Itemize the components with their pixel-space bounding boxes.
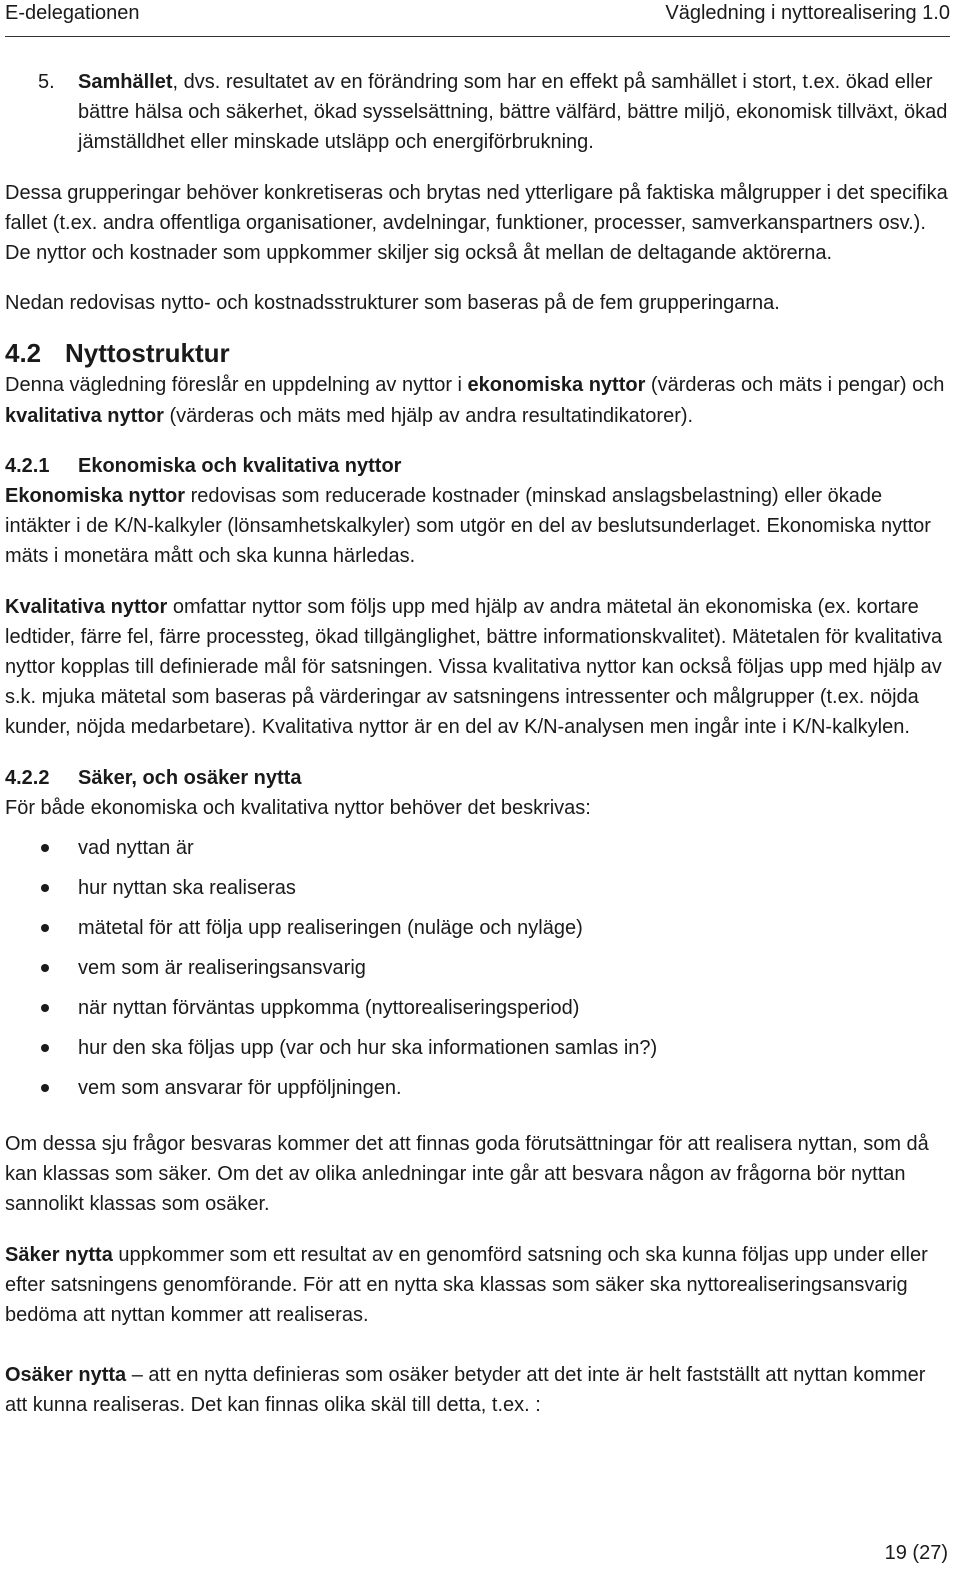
paragraph-structures: Nedan redovisas nytto- och kostnadsstrukturer som baseras på de fem grupperingarna. xyxy=(5,292,780,315)
section-number: 4.2.1 xyxy=(5,454,50,477)
document-body xyxy=(5,67,950,1421)
item-number: 5. xyxy=(38,71,55,93)
bullet-icon xyxy=(41,844,49,852)
list-item xyxy=(5,953,950,983)
paragraph-grouping: Dessa grupperingar behöver konkretiseras och brytas ned ytterligare på faktiska målgrupper i det specifika fallet (t.ex. andra offentliga organisationer, avdelningar, funktioner, processer, samverkanspartners osv.). De nyttor och kostnader som uppkommer skiljer sig också åt mellan de deltagande aktörerna. xyxy=(5,181,948,265)
page-number: 19 (27) xyxy=(884,1542,948,1564)
bold-term: kvalitativa nyttor xyxy=(5,404,164,427)
paragraph-kvalitativa xyxy=(5,592,950,743)
paragraph-safe-benefit xyxy=(5,1240,950,1331)
list-item xyxy=(5,1033,950,1063)
bold-term: Osäker nytta xyxy=(5,1364,127,1387)
section-heading-4-2-1 xyxy=(5,451,950,481)
list-item-text: hur nyttan ska realiseras xyxy=(78,877,296,900)
header-right-title: Vägledning i nyttorealisering 1.0 xyxy=(665,2,950,24)
section-heading-4-2 xyxy=(5,338,950,368)
paragraph-seven-questions: Om dessa sju frågor besvaras kommer det att finnas goda förutsättningar för att realisera nyttan, som då kan klassas som säker. Om det av olika anledningar inte går att besvara någon av frågorna bör nyttan sannolikt klassas som osäker. xyxy=(5,1133,929,1216)
bullet-list xyxy=(5,833,950,1103)
bold-term: Ekonomiska nyttor xyxy=(5,485,186,508)
list-item-text: vad nyttan är xyxy=(78,837,194,860)
list-item-text: mätetal för att följa upp realiseringen (nuläge och nyläge) xyxy=(78,917,583,940)
list-item-text: hur den ska följas upp (var och hur ska informationen samlas in?) xyxy=(78,1037,658,1060)
bullet-icon xyxy=(41,1044,49,1052)
numbered-item-5 xyxy=(5,67,950,158)
text-run: (värderas och mäts med hjälp av andra resultatindikatorer). xyxy=(163,404,694,427)
section-title: Nyttostruktur xyxy=(65,338,230,369)
bullet-icon xyxy=(41,884,49,892)
list-item-text: vem som ansvarar för uppföljningen. xyxy=(78,1077,402,1100)
paragraph-intro: För både ekonomiska och kvalitativa nyttor behöver det beskrivas: xyxy=(5,796,591,819)
section-title: Ekonomiska och kvalitativa nyttor xyxy=(78,454,402,477)
text-run: omfattar nyttor som följs upp med hjälp av andra mätetal än ekonomiska (ex. kortare ledtider, färre fel, färre processteg, ökad tillgänglighet, bättre informationskvalitet). Mätetalen för kvalitativa nyttor kopplas till definierade mål för satsningen. Vissa kvalitativa nyttor kan också följas upp med hjälp av s.k. mjuka mätetal som baseras på värderingar av satsningens intressenter och målgrupper (t.ex. nöjda kunder, nöjda medarbetare). Kvalitativa nyttor är en del av K/N-analysen men ingår inte i K/N-kalkylen. xyxy=(5,595,943,739)
list-item-text: när nyttan förväntas uppkomma (nyttorealiseringsperiod) xyxy=(78,997,580,1020)
section-title: Säker, och osäker nytta xyxy=(78,766,302,789)
section-number: 4.2 xyxy=(5,338,42,369)
paragraph-nyttostruktur xyxy=(5,370,950,430)
list-item xyxy=(5,833,950,863)
bullet-icon xyxy=(41,1084,49,1092)
list-item xyxy=(5,993,950,1023)
section-heading-4-2-2 xyxy=(5,763,950,793)
bullet-icon xyxy=(41,1004,49,1012)
header-left-title: E-delegationen xyxy=(5,2,140,24)
text-run: Denna vägledning föreslår en uppdelning av nyttor i xyxy=(5,374,468,397)
text-run: uppkommer som ett resultat av en genomförd satsning och ska kunna följas upp under eller efter satsningens genomförande. För att en nytta ska klassas som säker ska nyttorealiseringsansvarig bedöma att nyttan kommer att realiseras. xyxy=(5,1243,928,1327)
item-bold-term: Samhället xyxy=(78,71,173,93)
bold-term: ekonomiska nyttor xyxy=(467,374,646,397)
text-run: redovisas som reducerade kostnader (minskad anslagsbelastning) eller ökade intäkter i de K/N-kalkyler (lönsamhetskalkyler) som utgör en del av beslutsunderlaget. Ekonomiska nyttor mäts i monetära mått och ska kunna härledas. xyxy=(5,485,931,568)
item-text: , dvs. resultatet av en förändring som har en effekt på samhället i stort, t.ex. ökad eller bättre hälsa och säkerhet, ökad sysselsättning, bättre välfärd, bättre miljö, ekonomisk tillväxt, ökad jämställdhet eller minskade utsläpp och energiförbrukning. xyxy=(78,71,948,154)
section-number: 4.2.2 xyxy=(5,766,50,789)
list-item-text: vem som är realiseringsansvarig xyxy=(78,957,366,980)
page-header xyxy=(5,0,950,37)
text-run: (värderas och mäts i pengar) och xyxy=(645,374,945,397)
bullet-icon xyxy=(41,964,49,972)
text-run: – att en nytta definieras som osäker betyder att det inte är helt fastställt att nyttan kommer att kunna realiseras. Det kan finnas olika skäl till detta, t.ex. : xyxy=(5,1364,926,1417)
bold-term: Säker nytta xyxy=(5,1243,113,1266)
paragraph-ekonomiska xyxy=(5,481,950,572)
list-item xyxy=(5,873,950,903)
paragraph-unsafe-benefit xyxy=(5,1360,950,1420)
bold-term: Kvalitativa nyttor xyxy=(5,595,168,618)
bullet-icon xyxy=(41,924,49,932)
list-item xyxy=(5,913,950,943)
list-item xyxy=(5,1073,950,1103)
